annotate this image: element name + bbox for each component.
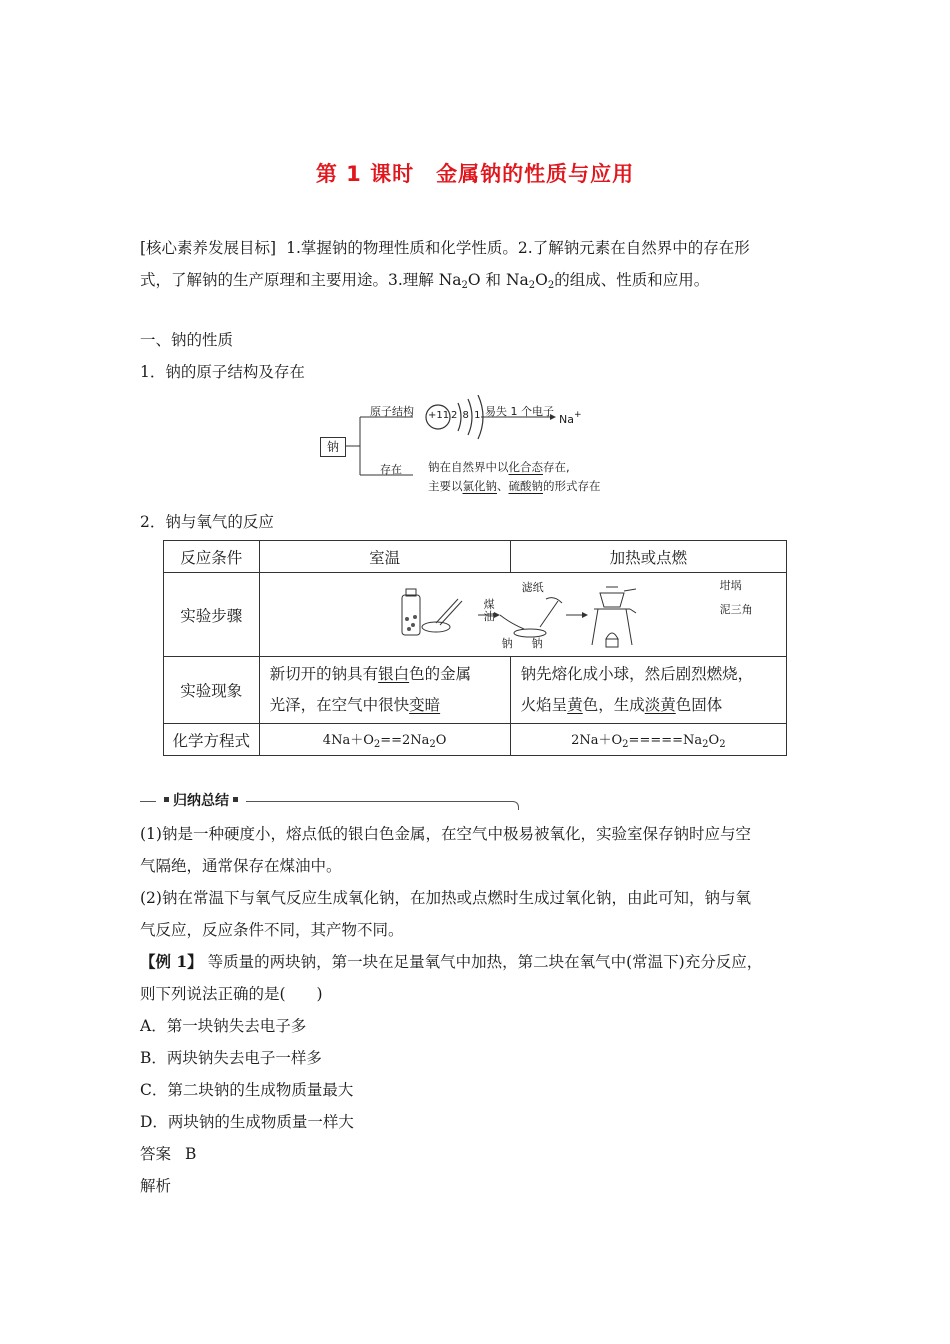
goals-label: [核心素养发展目标]: [140, 239, 277, 257]
equation-room: $4Na+O_2==2Na_2O$: [259, 724, 510, 756]
existence-line-2: 主要以氯化钠、硫酸钠的形式存在: [428, 479, 601, 493]
header-room-temp: 室温: [259, 541, 510, 573]
label-filter-paper: 滤纸: [521, 581, 544, 594]
page-title: 第 1 课时 金属钠的性质与应用: [315, 162, 635, 186]
label-sodium-1: 钠: [501, 637, 513, 650]
summary-p2-line1: (2)钠在常温下与氧气反应生成氧化钠，在加热或点燃时生成过氧化钠，由此可知，钠与氧: [140, 889, 751, 907]
item-heading-1: 1．钠的原子结构及存在: [140, 363, 305, 381]
option-d: D．两块钠的生成物质量一样大: [140, 1113, 354, 1131]
analysis-label: 解析: [140, 1177, 172, 1195]
existence-line-1: 钠在自然界中以化合态存在,: [428, 460, 570, 474]
row-label-phenomena: 实验现象: [164, 657, 260, 724]
option-b: B．两块钠失去电子一样多: [140, 1049, 322, 1067]
atomic-structure-diagram: [318, 395, 648, 500]
sodium-ion: Na+: [559, 410, 582, 426]
summary-p2-line2: 气反应，反应条件不同，其产物不同。: [140, 921, 404, 939]
branch-existence: 存在: [380, 463, 402, 476]
summary-p1-line2: 气隔绝，通常保存在煤油中。: [140, 857, 342, 875]
option-c: C．第二块钠的生成物质量最大: [140, 1081, 354, 1099]
option-a: A．第一块钠失去电子多: [140, 1017, 307, 1035]
goals-line-1: [核心素养发展目标] 1.掌握钠的物理性质和化学性质。2.了解钠元素在自然界中的存在形: [140, 239, 750, 257]
sodium-box: 钠: [320, 437, 346, 457]
example-stem-line1: 【例 1】 等质量的两块钠，第一块在足量氧气中加热，第二块在氧气中(常温下)充分反应，: [140, 952, 763, 971]
example-stem-line2: 则下列说法正确的是( ): [140, 985, 323, 1003]
section-heading: 一、钠的性质: [140, 331, 234, 349]
branch-atomic-structure: 原子结构: [370, 405, 414, 418]
goals-line-2: 式，了解钠的生产原理和主要用途。3.理解 $Na_2O$ 和 $Na_2O_2$的组成、性质和应用。: [140, 271, 710, 291]
row-label-equation: 化学方程式: [164, 724, 260, 756]
summary-p1-line1: (1)钠是一种硬度小，熔点低的银白色金属，在空气中极易被氧化，实验室保存钠时应与空: [140, 825, 751, 843]
table-row: [164, 657, 787, 724]
table-row: [164, 573, 787, 657]
phenomena-room: 新切开的钠具有银白色的金属 光泽，在空气中很快变暗: [259, 657, 510, 724]
equation-heat: $2Na+O_2=====Na_2O_2$: [510, 724, 786, 756]
bullet-icon: [164, 797, 169, 802]
arrow-label: 易失 1 个电子: [485, 405, 554, 418]
phenomena-heat: 钠先熔化成小球，然后剧烈燃烧， 火焰呈黄色，生成淡黄色固体: [510, 657, 786, 724]
label-kerosene: 煤 油: [483, 598, 495, 623]
example-label: 【例 1】: [140, 952, 203, 971]
label-sodium-2: 钠: [531, 637, 543, 650]
item-heading-2: 2．钠与氧气的反应: [140, 513, 274, 531]
table-row: [164, 541, 787, 573]
summary-header: 归纳总结: [140, 792, 520, 812]
header-heating: 加热或点燃: [510, 541, 786, 573]
label-crucible: 坩埚: [719, 579, 742, 592]
answer-line: 答案 B: [140, 1145, 197, 1163]
reaction-table: [163, 540, 787, 756]
row-label-steps: 实验步骤: [164, 573, 260, 657]
electron-shells: 2 8 1: [451, 410, 482, 421]
header-condition: 反应条件: [164, 541, 260, 573]
nucleus-charge: +11: [428, 410, 450, 421]
bullet-icon: [233, 797, 238, 802]
label-clay-triangle: 泥三角: [719, 603, 753, 616]
experiment-figure-cell: [259, 573, 786, 657]
table-row: [164, 724, 787, 756]
